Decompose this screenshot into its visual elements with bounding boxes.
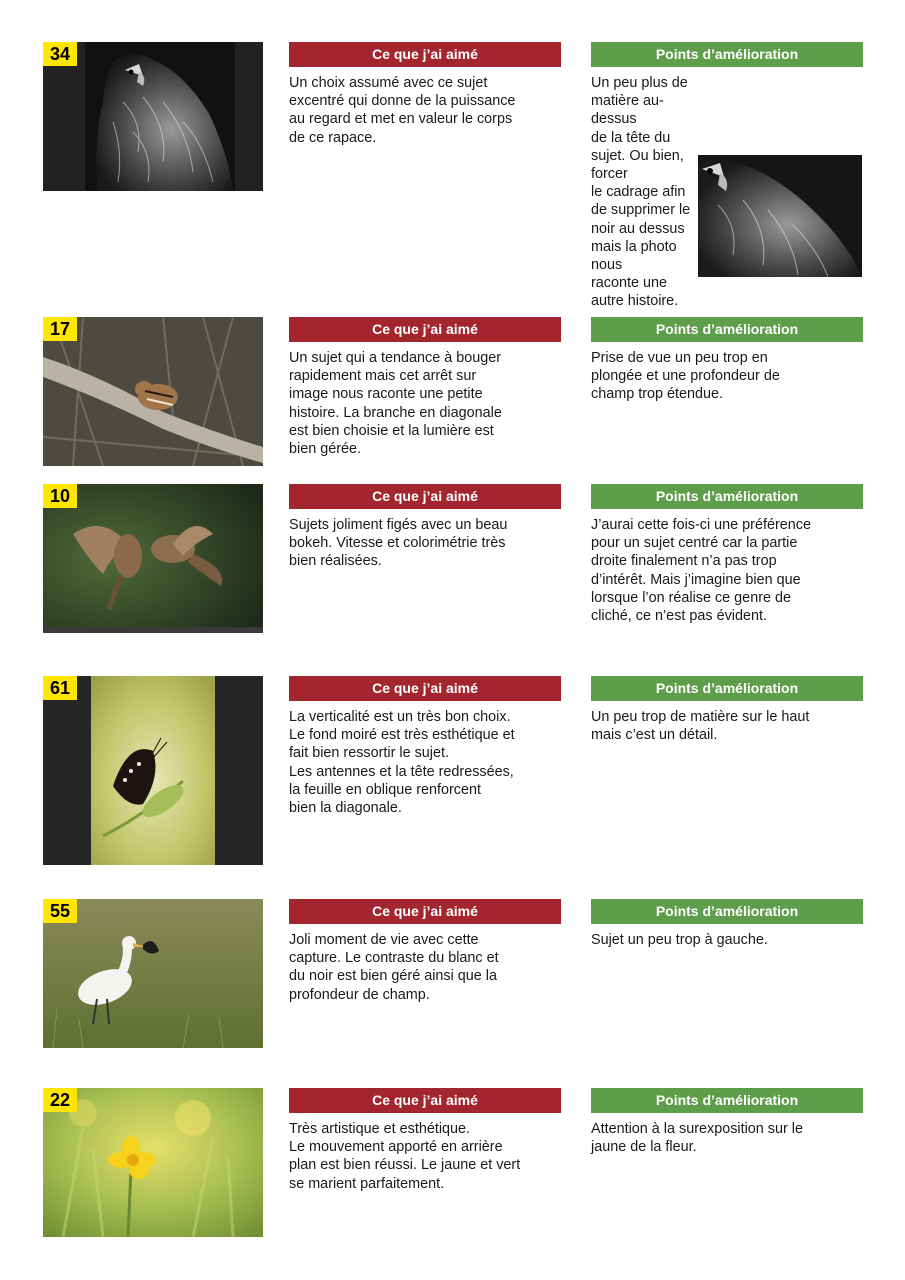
- improvement-text: Prise de vue un peu trop en plongée et une profondeur de champ trop étendue.: [591, 350, 780, 403]
- improvement-header: Points d’amélioration: [591, 899, 863, 924]
- improvement-header: Points d’amélioration: [591, 676, 863, 701]
- liked-header: Ce que j’ai aimé: [289, 899, 561, 924]
- eagle-photo: [43, 42, 263, 191]
- liked-text: Sujets joliment figés avec un beau bokeh. Vitesse et colorimétrie très bien réalisées.: [289, 517, 508, 570]
- liked-text: Un sujet qui a tendance à bouger rapidement mais cet arrêt sur image nous raconte une petite histoire. La branche en diagonale est bien choisie et la lumière est bien gérée.: [289, 350, 502, 458]
- liked-header: Ce que j’ai aimé: [289, 42, 561, 67]
- chipmunk-photo: [43, 317, 263, 466]
- liked-text: Un choix assumé avec ce sujet excentré qui donne de la puissance au regard et met en valeur le corps de ce rapace.: [289, 75, 516, 146]
- photo-number: 34: [43, 42, 77, 66]
- butterfly-photo: [43, 676, 263, 865]
- improvement-header: Points d’amélioration: [591, 1088, 863, 1113]
- improvement-header: Points d’amélioration: [591, 317, 863, 342]
- daffodil-photo: [43, 1088, 263, 1237]
- liked-header: Ce que j’ai aimé: [289, 1088, 561, 1113]
- improvement-header: Points d’amélioration: [591, 484, 863, 509]
- birds-feeding-photo: [43, 484, 263, 633]
- improvement-text: Un peu trop de matière sur le haut mais c’est un détail.: [591, 709, 810, 744]
- improvement-text: Sujet un peu trop à gauche.: [591, 932, 768, 948]
- liked-header: Ce que j’ai aimé: [289, 317, 561, 342]
- photo-number: 10: [43, 484, 77, 508]
- improvement-text: Un peu plus de matière au-dessus de la tête du sujet. Ou bien, forcer le cadrage afin de supprimer le noir au dessus mais la photo nous raconte une autre histoire.: [591, 75, 691, 310]
- liked-header: Ce que j’ai aimé: [289, 484, 561, 509]
- photo-number: 55: [43, 899, 77, 923]
- liked-text: La verticalité est un très bon choix. Le fond moiré est très esthétique et fait bien ressortir le sujet. Les antennes et la tête redressées, la feuille en oblique renforcent bien la diagonale.: [289, 709, 515, 817]
- egret-photo: [43, 899, 263, 1048]
- photo-number: 17: [43, 317, 77, 341]
- improvement-header: Points d’amélioration: [591, 42, 863, 67]
- improvement-text: Attention à la surexposition sur le jaune de la fleur.: [591, 1121, 803, 1156]
- liked-header: Ce que j’ai aimé: [289, 676, 561, 701]
- improvement-text: J’aurai cette fois-ci une préférence pour un sujet centré car la partie droite finalement n’a pas trop d’intérêt. Mais j’imagine bien que lorsque l’on réalise ce genre de cliché, ce n’est pas évident.: [591, 517, 811, 625]
- liked-text: Joli moment de vie avec cette capture. Le contraste du blanc et du noir est bien géré ainsi que la profondeur de champ.: [289, 932, 499, 1003]
- photo-number: 61: [43, 676, 77, 700]
- eagle-crop-inset: [698, 155, 862, 277]
- liked-text: Très artistique et esthétique. Le mouvement apporté en arrière plan est bien réussi. Le jaune et vert se marient parfaitement.: [289, 1121, 521, 1192]
- photo-number: 22: [43, 1088, 77, 1112]
